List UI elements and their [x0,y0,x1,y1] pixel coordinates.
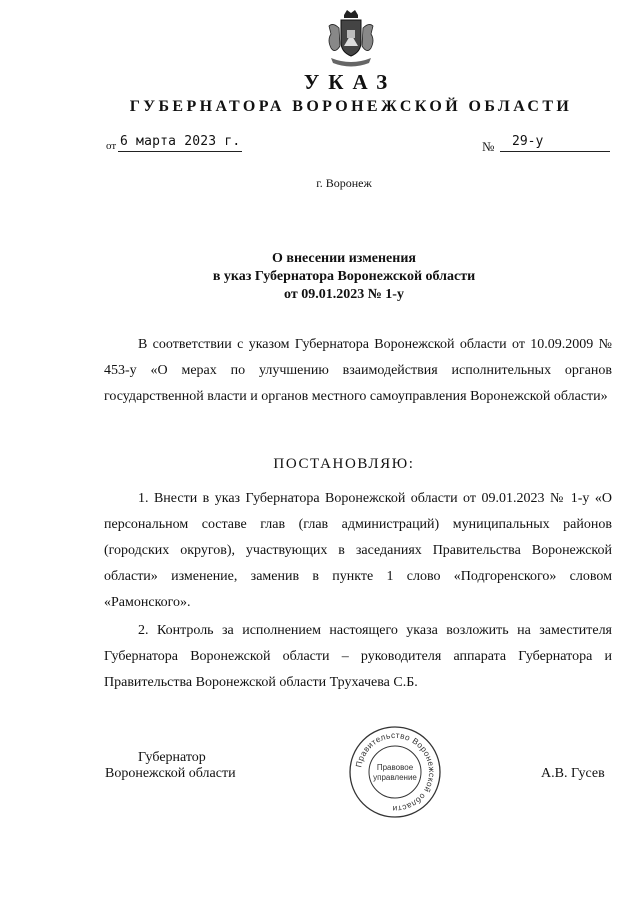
document-subtitle: ГУБЕРНАТОРА ВОРОНЕЖСКОЙ ОБЛАСТИ [129,98,573,115]
document-subject [0,250,640,304]
number-underline [500,151,610,152]
signatory-position-line-2: Воронежской области [105,766,236,781]
issue-city: г. Воронеж [316,176,372,190]
subject-line-2: в указ Губернатора Воронежской области [212,269,476,284]
intro-paragraph: В соответствии с указом Губернатора Воронежской области от 10.09.2009 № 453-у «О мерах по улучшению взаимодействия исполнительных органов государственной власти и органов местного самоуправления Воронежской области» [104,337,612,404]
item-2-paragraph: 2. Контроль за исполнением настоящего указа возложить на заместителя Губернатора Воронежской области – руководителя аппарата Губернатора и Правительства Воронежской области Трухачева С.Б. [104,623,612,690]
signatory-name: А.В. Гусев [541,766,605,781]
document-date: 6 марта 2023 г. [120,134,241,149]
date-underline [118,151,242,152]
stamp-center-line-2: управление [373,773,417,782]
document-title: УКАЗ [303,70,397,94]
official-stamp [347,724,443,820]
signatory-position-line-1: Губернатор [138,750,206,765]
subject-line-3: от 09.01.2023 № 1-у [284,287,404,302]
stamp-center-line-1: Правовое [376,763,414,772]
stamp-ring-text: Правительство Воронежской области [353,729,438,815]
number-prefix: № [482,139,495,154]
document-number: 29-у [512,134,544,149]
date-prefix: от [106,140,117,152]
item-1-paragraph: 1. Внести в указ Губернатора Воронежской области от 09.01.2023 № 1-у «О персональном составе глав (глав администраций) муниципальных районов (городских округов), участвующих в заседаниях Правительства Воронежской области» изменение, заменив в пункте 1 слово «Подгоренского» словом «Рамонского». [104,491,612,610]
decree-word: ПОСТАНОВЛЯЮ: [273,456,415,472]
coat-of-arms-emblem [323,8,379,70]
subject-line-1: О внесении изменения [272,251,416,266]
